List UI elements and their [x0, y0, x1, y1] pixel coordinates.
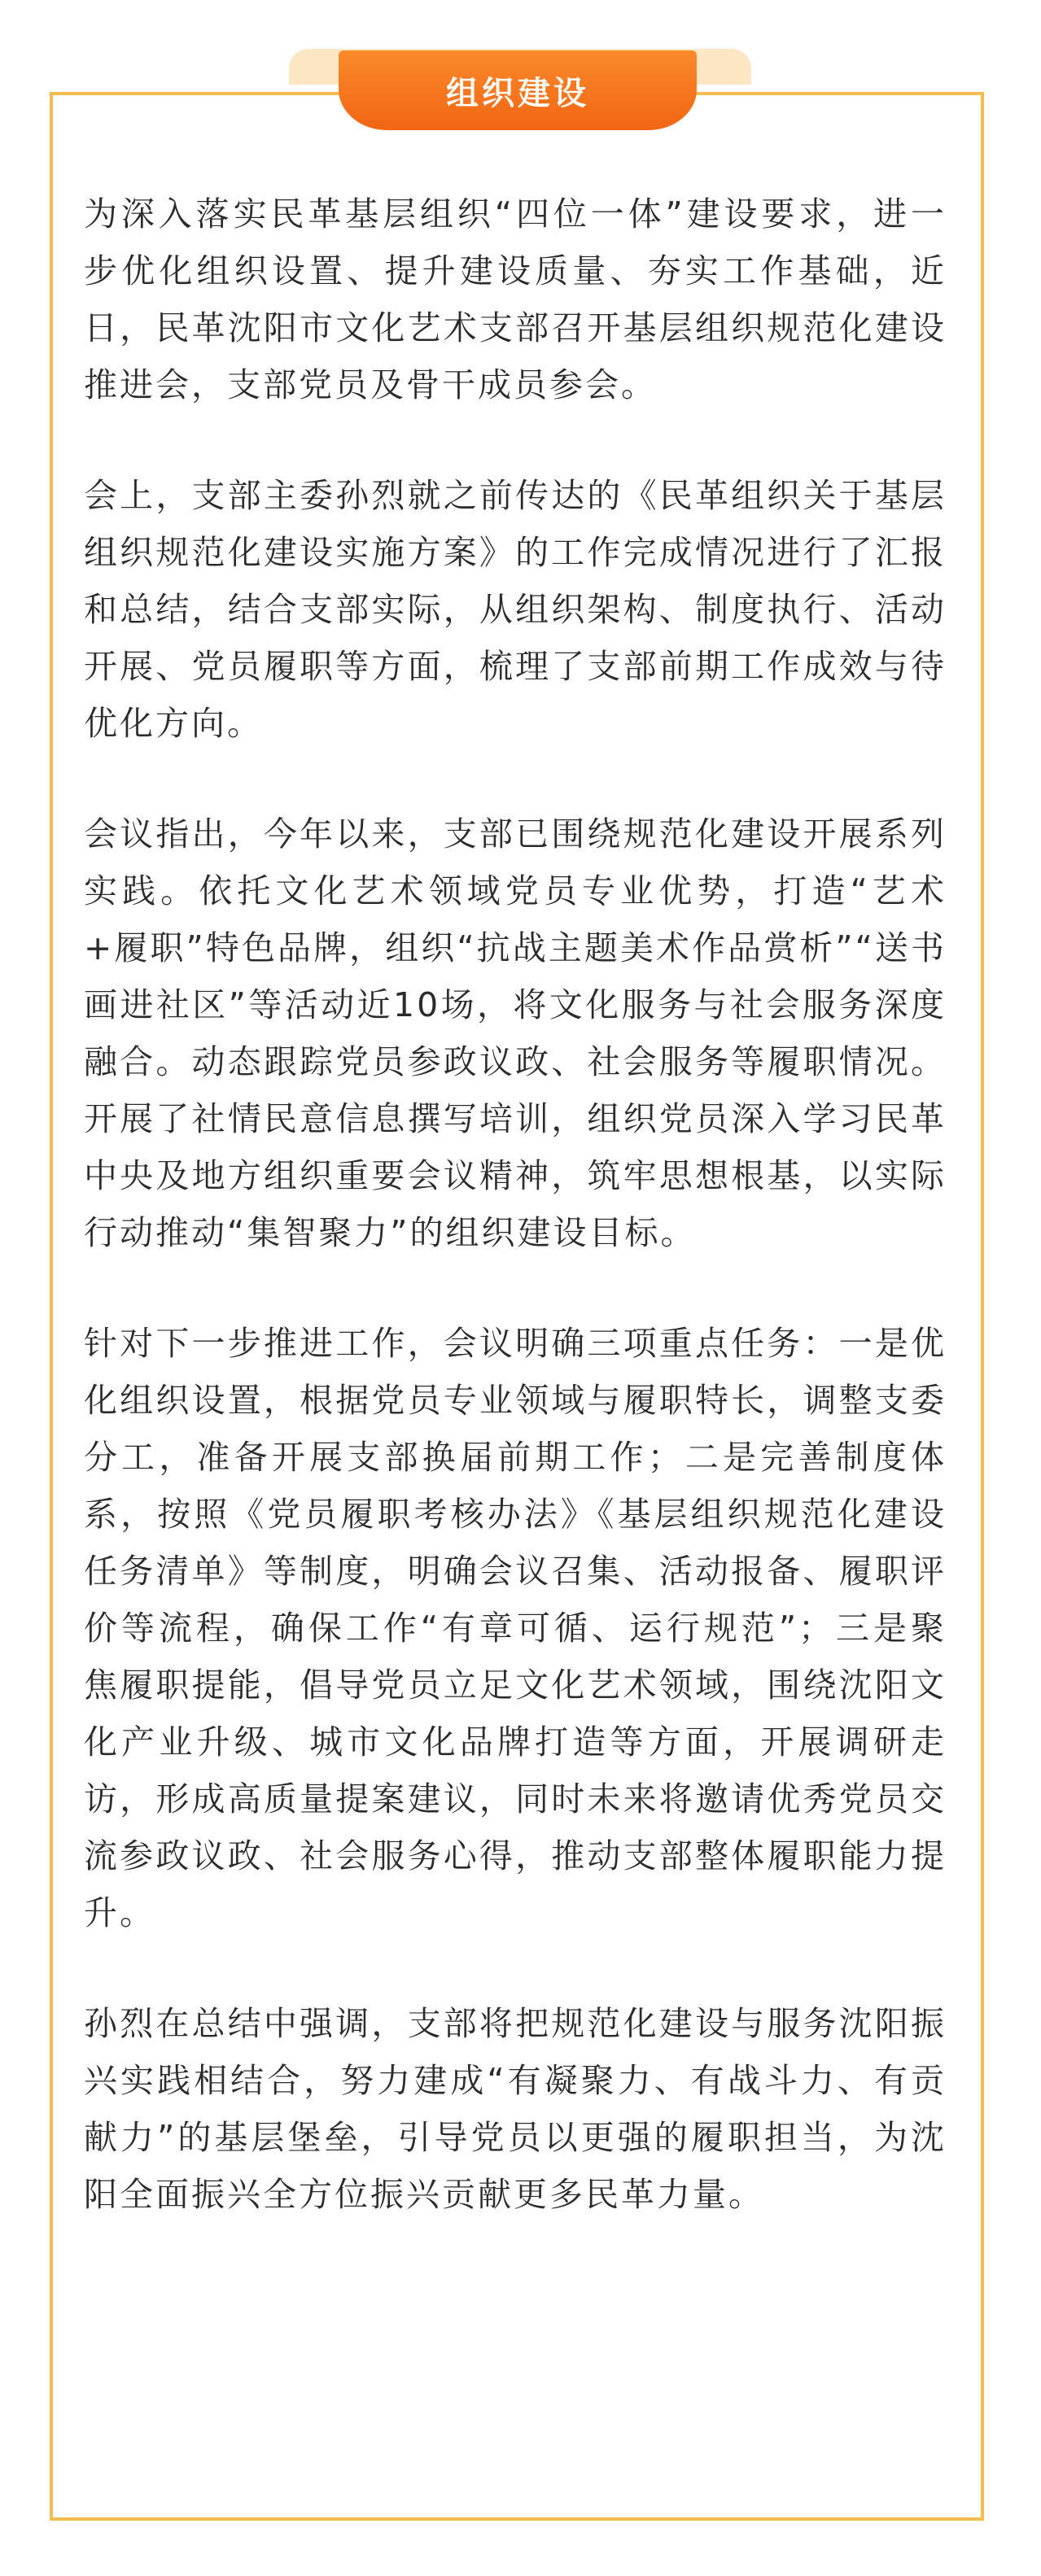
paragraph-4: 针对下一步推进工作，会议明确三项重点任务：一是优化组织设置，根据党员专业领域与履职特长，调整支委分工，准备开展支部换届前期工作；二是完善制度体系，按照《党员履职考核办法》《基层组织规范化建设任务清单》等制度，明确会议召集、活动报备、履职评价等流程，确保工作“有章可循、运行规范”；三是聚焦履职提能，倡导党员立足文化艺术领域，围绕沈阳文化产业升级、城市文化品牌打造等方面，开展调研走访，形成高质量提案建议，同时未来将邀请优秀党员交流参政议政、社会服务心得，推动支部整体履职能力提升。 [84, 1324, 947, 1932]
section-title: 组织建设 [446, 74, 589, 112]
paragraph-2: 会上，支部主委孙烈就之前传达的《民革组织关于基层组织规范化建设实施方案》的工作完成情况进行了汇报和总结，结合支部实际，从组织架构、制度执行、活动开展、党员履职等方面，梳理了支部前期工作成效与待优化方向。 [84, 476, 947, 743]
section-title-tab [339, 50, 697, 130]
article-body [84, 186, 947, 2277]
paragraph-3: 会议指出，今年以来，支部已围绕规范化建设开展系列实践。依托文化艺术领域党员专业优势，打造“艺术+履职”特色品牌，组织“抗战主题美术作品赏析”“送书画进社区”等活动近10场，将文化服务与社会服务深度融合。动态跟踪党员参政议政、社会服务等履职情况。开展了社情民意信息撰写培训，组织党员深入学习民革中央及地方组织重要会议精神，筑牢思想根基，以实际行动推动“集智聚力”的组织建设目标。 [84, 814, 947, 1252]
paragraph-1: 为深入落实民革基层组织“四位一体”建设要求，进一步优化组织设置、提升建设质量、夯实工作基础，近日，民革沈阳市文化艺术支部召开基层组织规范化建设推进会，支部党员及骨干成员参会。 [84, 194, 947, 404]
paragraph-5: 孙烈在总结中强调，支部将把规范化建设与服务沈阳振兴实践相结合，努力建成“有凝聚力、有战斗力、有贡献力”的基层堡垒，引导党员以更强的履职担当，为沈阳全面振兴全方位振兴贡献更多民革力量。 [84, 2004, 947, 2214]
